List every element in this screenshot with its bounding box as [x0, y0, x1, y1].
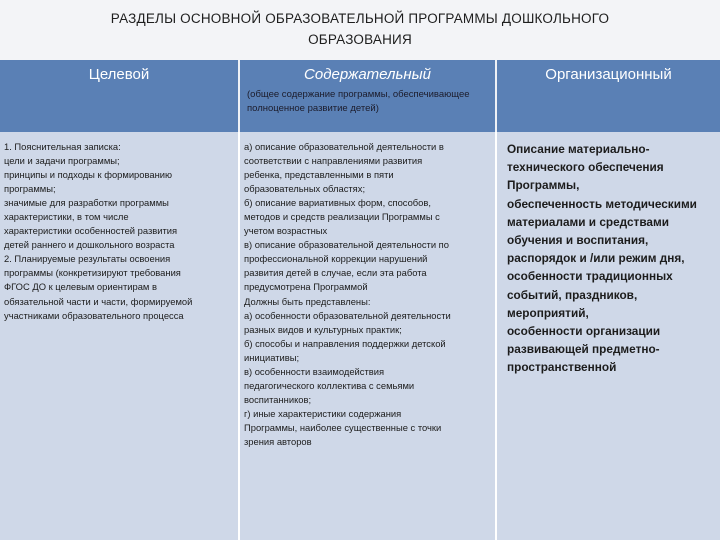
header-target-label: Целевой	[88, 66, 150, 83]
header-cell-content	[240, 60, 497, 132]
body-cell-organizational: Описание материально- технического обеспечения Программы, обеспеченность методическими материалами и средствами обучения и воспитания, распорядок и /или режим дня, особенности традиционных событий, праздников, мероприятий, особенности организации развивающей предметно- пространственной	[497, 132, 720, 540]
body-cell-content: а) описание образовательной деятельности в соответствии с направлениями развития ребенка, представленными в пяти образовательных областях; б) описание вариативных форм, способов, методов и средств реализации Программы с учетом возрастных в) описание образовательной деятельности по профессиональной коррекции нарушений развития детей в случае, если эта работа предусмотрена Программой Должны быть представлены: а) особенности образовательной деятельности разных видов и культурных практик; б) способы и направления поддержки детской инициативы; в) особенности взаимодействия педагогического коллектива с семьями воспитанников; г) иные характеристики содержания Программы, наиболее существенные с точки зрения авторов	[240, 132, 497, 540]
body-cell-target: 1. Пояснительная записка: цели и задачи программы; принципы и подходы к формированию программы; значимые для разработки программы характеристики, в том числе характеристики особенностей развития детей раннего и дошкольного возраста 2. Планируемые результаты освоения программы (конкретизируют требования ФГОС ДО к целевым ориентирам в обязательной части и части, формируемой участниками образовательного процесса	[0, 132, 240, 540]
header-cell-target	[0, 60, 240, 132]
header-content-subheader: (общее содержание программы, обеспечивающее полноценное развитие детей)	[247, 89, 470, 114]
table-header-row	[0, 60, 720, 132]
page-title-line-2: ОБРАЗОВАНИЯ	[308, 32, 412, 47]
header-cell-organizational	[497, 60, 720, 132]
page-title	[0, 8, 720, 50]
sections-table	[0, 60, 720, 540]
header-content-label: Содержательный	[304, 66, 431, 83]
table-body-row	[0, 132, 720, 540]
page-title-line-1: РАЗДЕЛЫ ОСНОВНОЙ ОБРАЗОВАТЕЛЬНОЙ ПРОГРАММЫ ДОШКОЛЬНОГО	[110, 11, 610, 26]
header-organizational-label: Организационный	[545, 66, 672, 83]
